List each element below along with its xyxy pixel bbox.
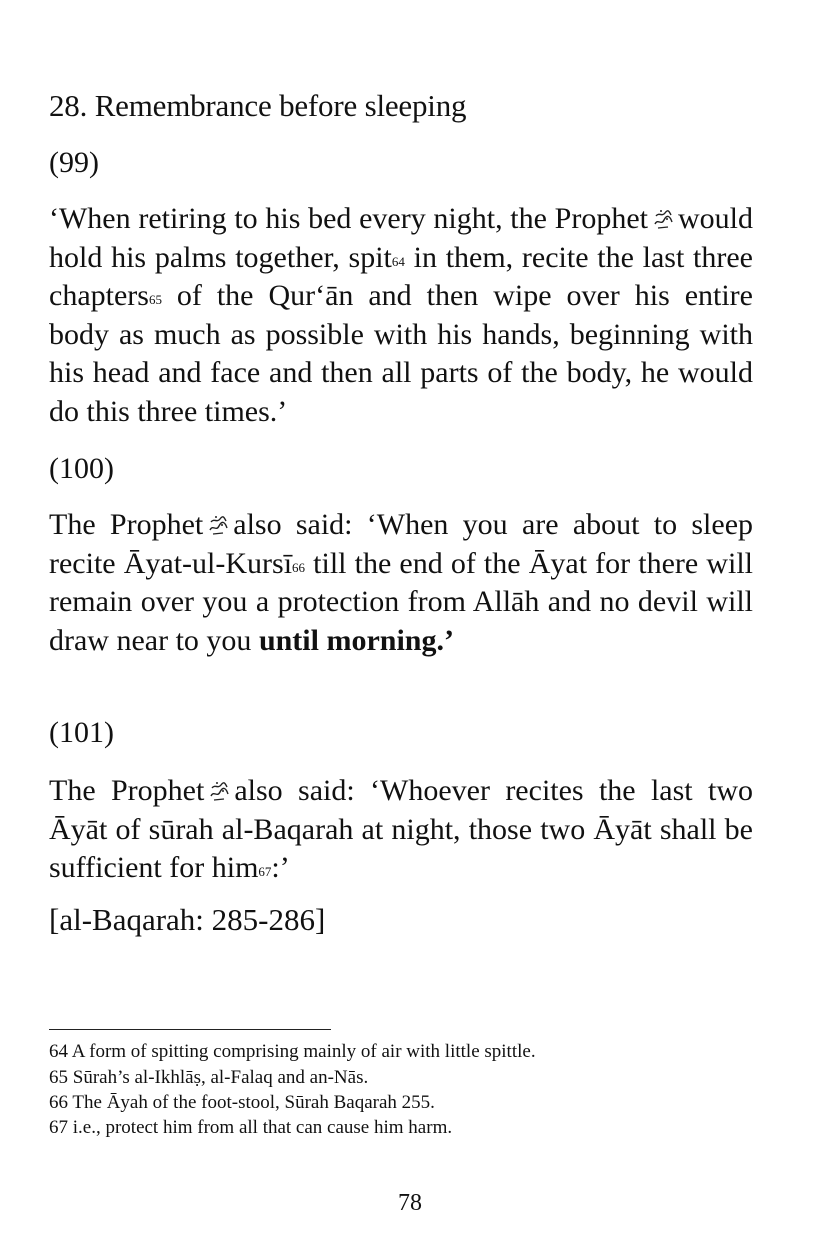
hadith-101-text [49, 772, 753, 888]
salutation-glyph-icon [207, 514, 229, 536]
hadith-99-text [49, 200, 753, 432]
footnote-67: 67 i.e., protect him from all that can cause him harm. [49, 1117, 453, 1138]
hadith-number: (101) [49, 716, 114, 749]
hadith-number: (99) [49, 146, 99, 179]
hadith-text: would hold his palms together, spit [49, 202, 753, 274]
hadith-text: The Prophet [49, 774, 205, 807]
footnote-65: 65 Sūrah’s al-Ikhlāṣ, al-Falaq and an-Nās. [49, 1067, 369, 1088]
hadith-text: till the end of the Āyat for there will remain over you a protection from Allāh and no devil will draw near to you [49, 546, 753, 657]
hadith-text: also said: ‘When you are about to sleep recite Āyat-ul-Kursī [49, 508, 754, 580]
hadith-text: ‘When retiring to his bed every night, the Prophet [49, 202, 648, 235]
footnote-ref: 66 [292, 559, 306, 575]
footnote-64: 64 A form of spitting comprising mainly of air with little spittle. [49, 1041, 536, 1062]
hadith-number: (100) [49, 452, 114, 485]
footnote-ref: 65 [148, 292, 162, 308]
hadith-text: The Prophet [49, 508, 204, 541]
hadith-text: of the Qur‘ān and then wipe over his entire body as much as possible with his hands, beginning with his head and face and then all parts of the body, he would do this three times.’ [49, 279, 753, 428]
section-heading: 28. Remembrance before sleeping [49, 88, 467, 123]
footnote-divider [49, 1029, 331, 1030]
footnote-ref: 67 [258, 864, 272, 880]
footnote-66: 66 The Āyah of the foot-stool, Sūrah Baqarah 255. [49, 1092, 435, 1113]
hadith-text-bold: until morning.’ [258, 623, 454, 657]
footnote-ref: 64 [391, 253, 405, 269]
page-number: 78 [398, 1190, 422, 1216]
hadith-text: :’ [271, 851, 290, 885]
salutation-glyph-icon [208, 780, 230, 802]
hadith-text: also said: ‘Whoever recites the last two Āyāt of sūrah al-Baqarah at night, those two Āyāt shall be sufficient for him [49, 774, 753, 885]
hadith-100-text [49, 506, 753, 660]
quran-reference: [al-Baqarah: 285-286] [49, 902, 326, 937]
hadith-text: in them, recite the last three chapters [49, 240, 753, 313]
salutation-glyph-icon [652, 208, 674, 230]
